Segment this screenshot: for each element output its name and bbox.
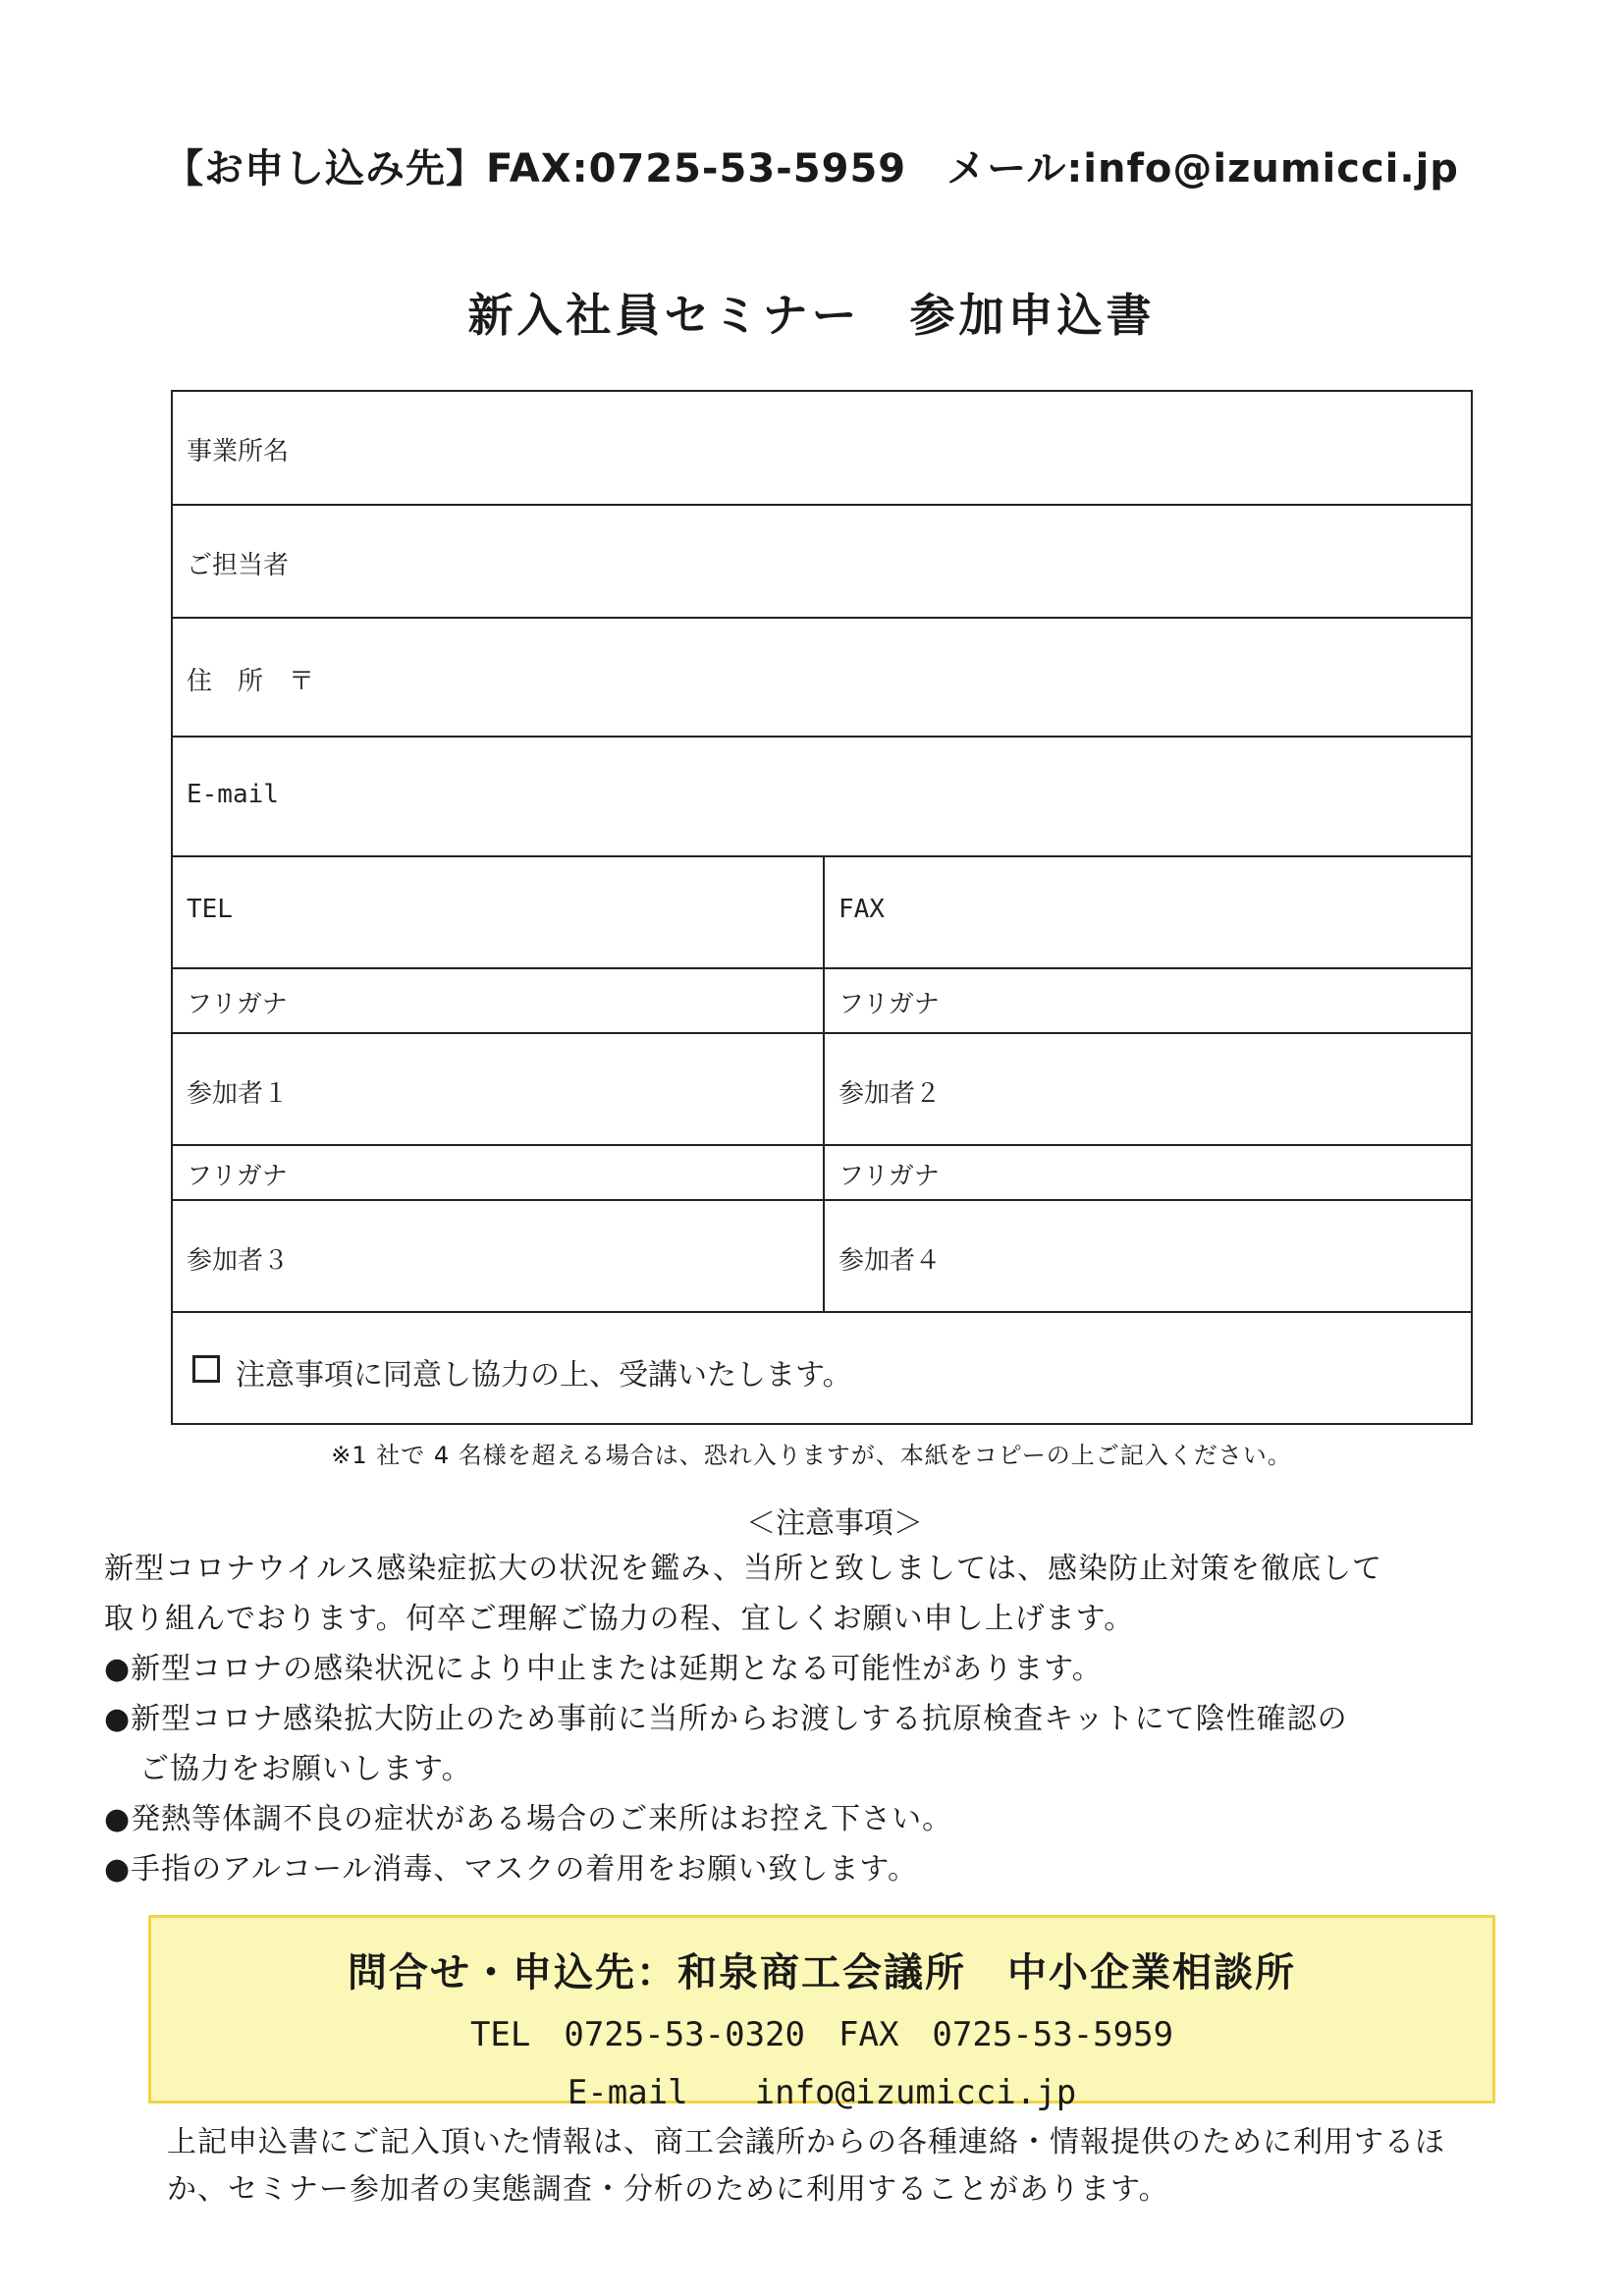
consent-checkbox[interactable] (192, 1355, 220, 1383)
privacy-line: か、セミナー参加者の実態調査・分析のために利用することがあります。 (167, 2172, 1169, 2207)
copy-note: ※1 社で 4 名様を超える場合は、恐れ入りますが、本紙をコピーの上ご記入ください。 (331, 1442, 1292, 1469)
contact-box (148, 1915, 1495, 2112)
participant-1-label: 参加者１ (187, 1079, 290, 1109)
form-divider (173, 1311, 1471, 1313)
form-divider (173, 617, 1471, 619)
furigana-label-4: フリガナ (839, 1162, 940, 1191)
contact-person-label: ご担当者 (187, 551, 290, 580)
contact-phone-fax: TEL 0725-53-0320 FAX 0725-53-5959 (469, 2015, 1174, 2054)
notice-item: ●新型コロナ感染拡大防止のため事前に当所からお渡しする抗原検査キットにて陰性確認の (104, 1702, 1348, 1736)
fax-label: FAX (839, 895, 885, 924)
privacy-line: 上記申込書にご記入頂いた情報は、商工会議所からの各種連絡・情報提供のために利用するほ (167, 2125, 1445, 2159)
form-divider (173, 1032, 1471, 1034)
company-name-label: 事業所名 (187, 437, 290, 466)
furigana-label-1: フリガナ (187, 990, 288, 1019)
notice-title: ＜注意事項＞ (746, 1506, 923, 1541)
application-form (171, 390, 1473, 1425)
notice-list (104, 1544, 1518, 1894)
notice-item: ●新型コロナの感染状況により中止または延期となる可能性があります。 (104, 1652, 1103, 1686)
notice-item-continued: ご協力をお願いします。 (139, 1752, 472, 1786)
page-title: 新入社員セミナー 参加申込書 (467, 289, 1156, 342)
notice-item: ●手指のアルコール消毒、マスクの着用をお願い致します。 (104, 1852, 918, 1886)
address-label: 住 所 〒 (187, 667, 315, 696)
notice-intro-line: 取り組んでおります。何卒ご理解ご協力の程、宜しくお願い申し上げます。 (104, 1602, 1135, 1636)
form-divider (173, 967, 1471, 969)
furigana-label-3: フリガナ (187, 1162, 288, 1191)
furigana-label-2: フリガナ (839, 990, 940, 1019)
form-divider (173, 736, 1471, 738)
form-divider (173, 1199, 1471, 1201)
submission-header: 【お申し込み先】FAX:0725-53-5959 メール:info@izumicci.jp (164, 146, 1459, 191)
participant-2-label: 参加者２ (839, 1079, 942, 1109)
notice-intro-line: 新型コロナウイルス感染症拡大の状況を鑑み、当所と致しましては、感染防止対策を徹底して (104, 1552, 1382, 1586)
form-divider (173, 855, 1471, 857)
notice-item: ●発熱等体調不良の症状がある場合のご来所はお控え下さい。 (104, 1802, 953, 1836)
email-label: E-mail (187, 780, 279, 809)
contact-organization: 問合せ・申込先：和泉商工会議所 中小企業相談所 (348, 1950, 1296, 1995)
form-divider (173, 1144, 1471, 1146)
tel-label: TEL (187, 895, 233, 924)
contact-email: E-mail info@izumicci.jp (567, 2073, 1077, 2112)
privacy-footer (167, 2119, 1483, 2214)
participant-3-label: 参加者３ (187, 1246, 290, 1276)
participant-4-label: 参加者４ (839, 1246, 942, 1276)
consent-label: 注意事項に同意し協力の上、受講いたします。 (236, 1358, 852, 1393)
form-column-divider (823, 857, 825, 1311)
form-divider (173, 504, 1471, 506)
